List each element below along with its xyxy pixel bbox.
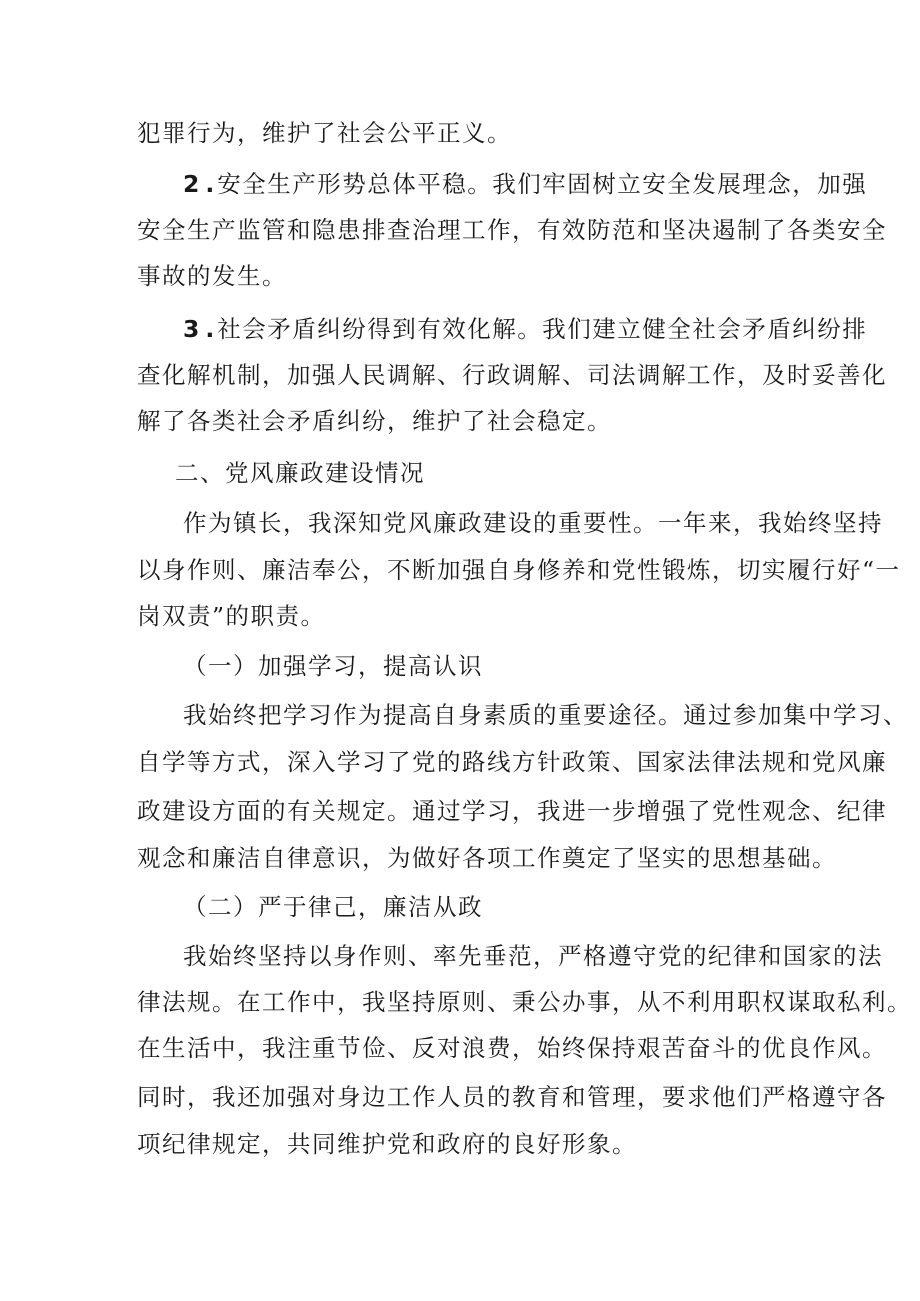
paragraph-line: 律法规。在工作中，我坚持原则、秉公办事，从不利用职权谋取私利。 [137,988,912,1016]
section-heading: 二、党风廉政建设情况 [175,459,425,487]
paragraph-line: 我始终坚持以身作则、率先垂范，严格遵守党的纪律和国家的法 [183,942,883,970]
numbered-item-2-first-line [183,169,867,199]
paragraph-line: 犯罪行为，维护了社会公平正义。 [137,119,512,147]
paragraph-line: 作为镇长，我深知党风廉政建设的重要性。一年来，我始终坚持 [183,509,883,537]
paragraph-line: 查化解机制，加强人民调解、行政调解、司法调解工作，及时妥善化 [137,361,887,389]
paragraph-line: 以身作则、廉洁奉公，不断加强自身修养和党性锻炼，切实履行好“一 [137,556,901,584]
item-text: 安全生产形势总体平稳。我们牢固树立安全发展理念，加强 [217,170,868,198]
paragraph-line: 观念和廉洁自律意识，为做好各项工作奠定了坚实的思想基础。 [137,844,837,872]
paragraph-line: 自学等方式，深入学习了党的路线方针政策、国家法律法规和党风廉 [137,748,887,776]
paragraph-line: 政建设方面的有关规定。通过学习，我进一步增强了党性观念、纪律 [137,797,887,825]
paragraph-line: 项纪律规定，共同维护党和政府的良好形象。 [137,1130,637,1158]
item-text: 社会矛盾纠纷得到有效化解。我们建立健全社会矛盾纠纷排 [217,315,868,343]
paragraph-line: 在生活中，我注重节俭、反对浪费，始终保持艰苦奋斗的优良作风。 [137,1034,887,1062]
item-number-dot: . [205,315,215,343]
paragraph-line: 我始终把学习作为提高自身素质的重要途径。通过参加集中学习、 [183,701,908,729]
subsection-heading: （二）严于律己，廉洁从政 [183,893,483,921]
subsection-heading: （一）加强学习，提高认识 [183,652,483,680]
paragraph-line: 同时，我还加强对身边工作人员的教育和管理，要求他们严格遵守各 [137,1083,887,1111]
item-number: 3 [183,315,200,343]
paragraph-line: 解了各类社会矛盾纠纷，维护了社会稳定。 [137,407,612,435]
paragraph-line: 事故的发生。 [137,262,287,290]
paragraph-line: 安全生产监管和隐患排查治理工作，有效防范和坚决遏制了各类安全 [137,216,887,244]
item-number: 2 [183,170,200,198]
item-number-dot: . [205,170,215,198]
paragraph-line: 岗双责”的职责。 [137,602,326,630]
numbered-item-3-first-line [183,314,867,344]
